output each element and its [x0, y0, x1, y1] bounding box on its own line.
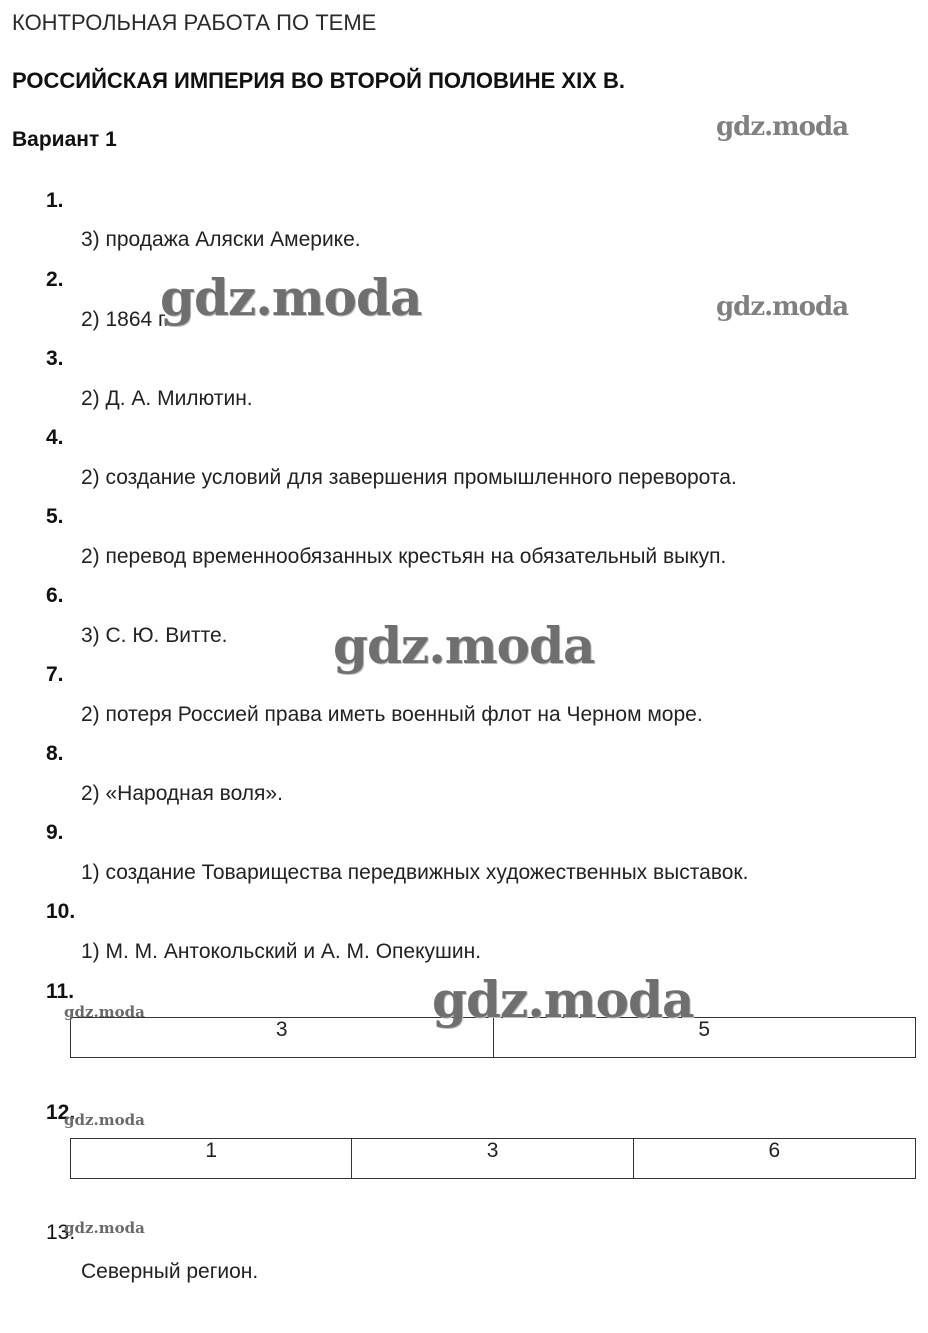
question-number-12: 12.: [46, 1101, 76, 1124]
answer-6: 3) С. Ю. Витте.: [81, 624, 228, 647]
question-number-1: 1.: [46, 189, 64, 212]
answer-1: 3) продажа Аляски Америке.: [81, 228, 361, 251]
answer-3: 2) Д. А. Милютин.: [81, 387, 253, 410]
table-row: [71, 1018, 916, 1058]
answer-9: 1) создание Товарищества передвижных художественных выставок.: [81, 861, 749, 884]
watermark-logo: gdz.moda: [716, 292, 849, 322]
watermark-logo: gdz.moda: [64, 1111, 145, 1129]
answer-7: 2) потеря Россией права иметь военный флот на Черном море.: [81, 703, 703, 726]
watermark-logo: gdz.moda: [64, 1219, 145, 1237]
variant-label: Вариант 1: [12, 128, 117, 151]
question-number-8: 8.: [46, 742, 64, 765]
answer-4: 2) создание условий для завершения промышленного переворота.: [81, 466, 737, 489]
question-number-2: 2.: [46, 268, 64, 291]
answer-5: 2) перевод временнообязанных крестьян на обязательный выкуп.: [81, 545, 727, 568]
question-number-10: 10.: [46, 900, 76, 923]
table-cell: 6: [633, 1139, 915, 1179]
worksheet-title: РОССИЙСКАЯ ИМПЕРИЯ ВО ВТОРОЙ ПОЛОВИНЕ XIX В.: [12, 68, 625, 93]
answer-13: Северный регион.: [81, 1260, 259, 1283]
answer-table-12: [70, 1138, 916, 1179]
answer-10: 1) М. М. Антокольский и А. М. Опекушин.: [81, 940, 482, 963]
table-cell: 3: [71, 1018, 494, 1058]
watermark-logo: gdz.moda: [333, 616, 595, 675]
table-cell: 3: [352, 1139, 633, 1179]
table-cell: 5: [493, 1018, 916, 1058]
answer-8: 2) «Народная воля».: [81, 782, 283, 805]
worksheet-topic: КОНТРОЛЬНАЯ РАБОТА ПО ТЕМЕ: [12, 10, 377, 35]
question-number-7: 7.: [46, 663, 64, 686]
watermark-logo: gdz.moda: [716, 112, 849, 142]
table-cell: 1: [71, 1139, 352, 1179]
question-number-13: 13.: [46, 1221, 76, 1244]
question-number-11: 11.: [46, 980, 75, 1003]
question-number-3: 3.: [46, 347, 64, 370]
answer-2: 2) 1864 г.: [81, 308, 169, 331]
question-number-6: 6.: [46, 584, 64, 607]
question-number-9: 9.: [46, 821, 64, 844]
table-row: [71, 1139, 916, 1179]
watermark-logo: gdz.moda: [432, 970, 694, 1029]
watermark-logo: gdz.moda: [160, 268, 422, 327]
question-number-4: 4.: [46, 426, 64, 449]
watermark-logo: gdz.moda: [64, 1003, 145, 1021]
answer-table-11: [70, 1017, 916, 1058]
question-number-5: 5.: [46, 505, 64, 528]
